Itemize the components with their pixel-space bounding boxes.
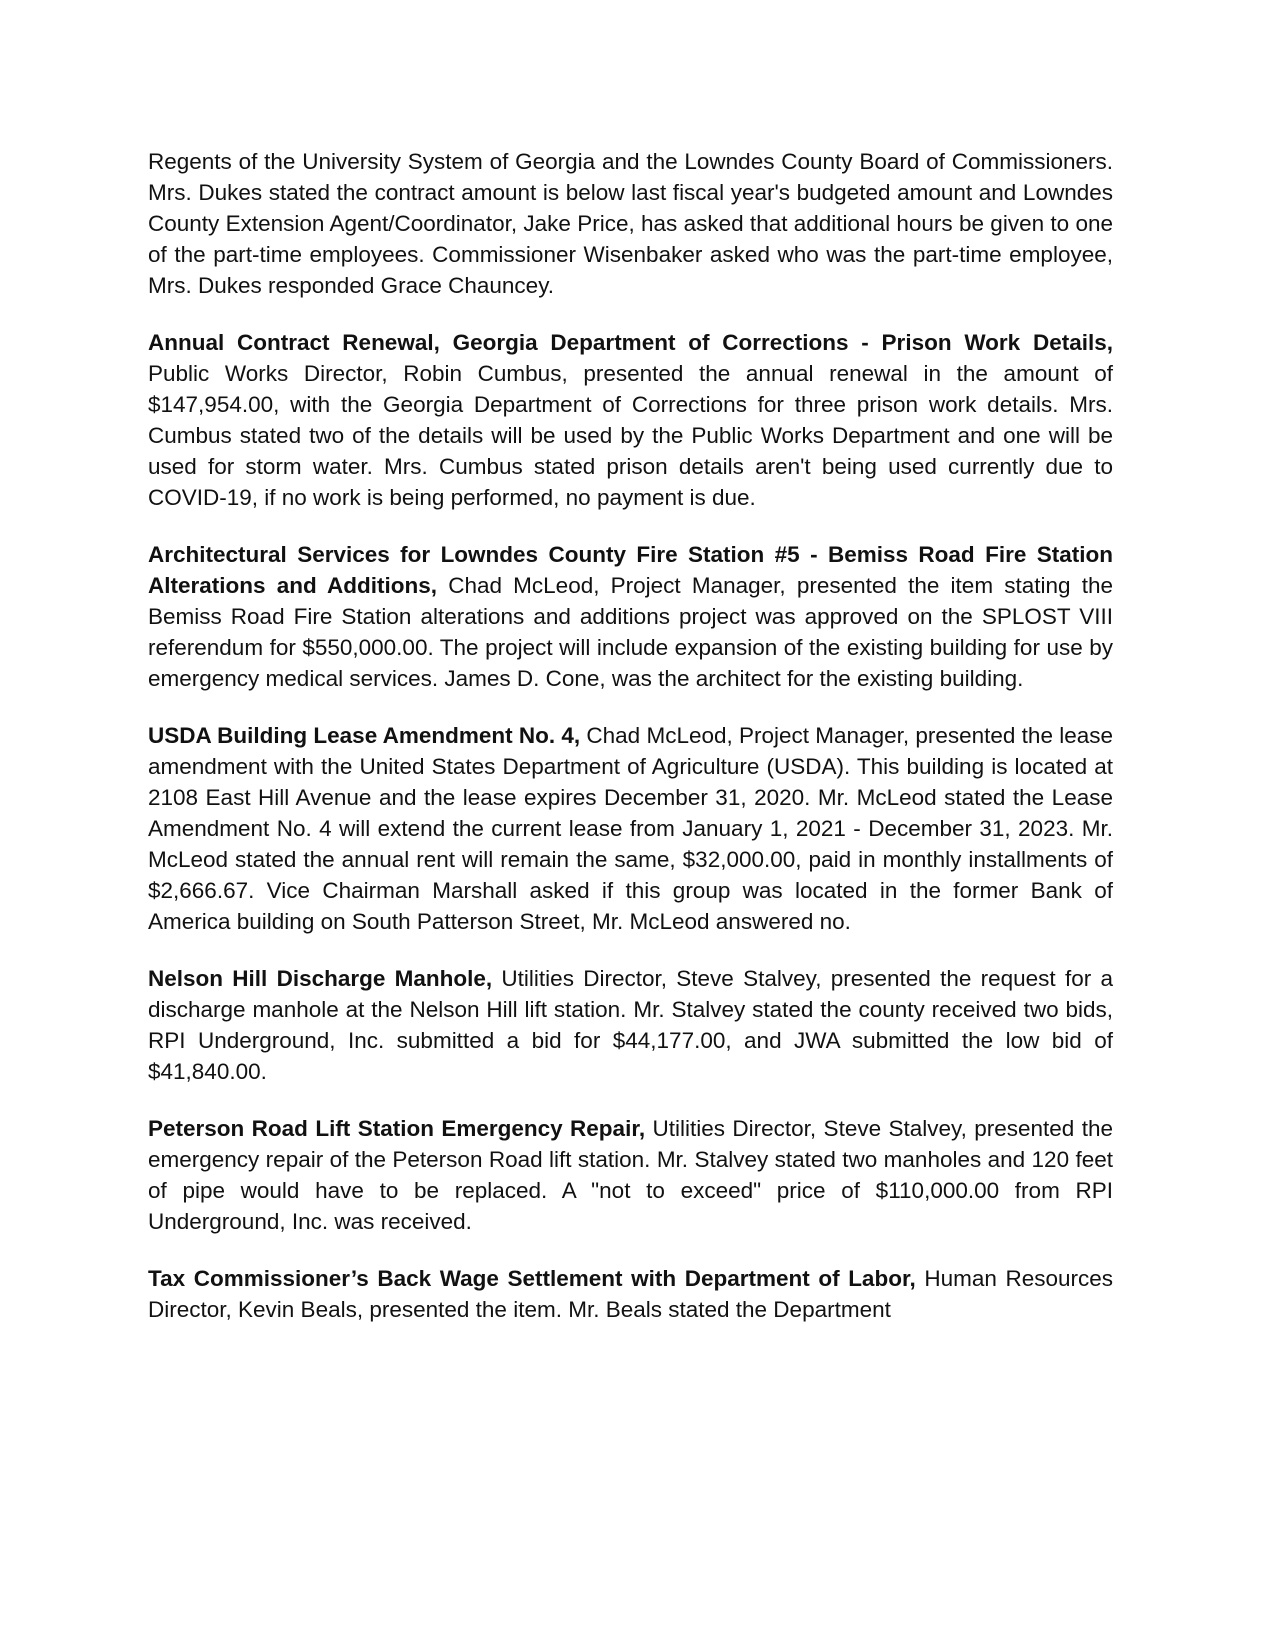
paragraph-text: Regents of the University System of Georgia and the Lowndes County Board of Commissioners. Mrs. Dukes stated the contract amount is below last fiscal year's budgeted amount and Lowndes County Extension Agent/Coordinator, Jake Price, has asked that additional hours be given to one of the part-time employees. Commissioner Wisenbaker asked who was the part-time employee, Mrs. Dukes responded Grace Chauncey.: [148, 149, 1113, 298]
paragraph-heading: Annual Contract Renewal, Georgia Department of Corrections - Prison Work Details,: [148, 330, 1113, 355]
paragraph-heading: Tax Commissioner’s Back Wage Settlement with Department of Labor,: [148, 1266, 916, 1291]
paragraph-text: Public Works Director, Robin Cumbus, presented the annual renewal in the amount of $147,954.00, with the Georgia Department of Corrections for three prison work details. Mrs. Cumbus stated two of the details will be used by the Public Works Department and one will be used for storm water. Mrs. Cumbus stated prison details aren't being used currently due to COVID-19, if no work is being performed, no payment is due.: [148, 361, 1113, 510]
paragraph-board-of-regents-contract: [148, 146, 1113, 301]
paragraph-back-wage-settlement: [148, 1263, 1113, 1325]
paragraph-heading: Nelson Hill Discharge Manhole,: [148, 966, 493, 991]
paragraph-peterson-road-repair: [148, 1113, 1113, 1237]
paragraph-fire-station-5: [148, 539, 1113, 694]
paragraph-text: Chad McLeod, Project Manager, presented the item stating the Bemiss Road Fire Station alterations and additions project was approved on the SPLOST VIII referendum for $550,000.00. The project will include expansion of the existing building for use by emergency medical services. James D. Cone, was the architect for the existing building.: [148, 573, 1113, 691]
paragraph-heading: USDA Building Lease Amendment No. 4,: [148, 723, 581, 748]
document-body: [148, 146, 1113, 1325]
paragraph-usda-lease: [148, 720, 1113, 937]
paragraph-text: Chad McLeod, Project Manager, presented the lease amendment with the United States Department of Agriculture (USDA). This building is located at 2108 East Hill Avenue and the lease expires December 31, 2020. Mr. McLeod stated the Lease Amendment No. 4 will extend the current lease from January 1, 2021 - December 31, 2023. Mr. McLeod stated the annual rent will remain the same, $32,000.00, paid in monthly installments of $2,666.67. Vice Chairman Marshall asked if this group was located in the former Bank of America building on South Patterson Street, Mr. McLeod answered no.: [148, 723, 1114, 934]
paragraph-nelson-hill-manhole: [148, 963, 1113, 1087]
paragraph-text: Utilities Director, Steve Stalvey, presented the request for a discharge manhole at the Nelson Hill lift station. Mr. Stalvey stated the county received two bids, RPI Underground, Inc. submitted a bid for $44,177.00, and JWA submitted the low bid of $41,840.00.: [148, 966, 1113, 1084]
paragraph-heading: Architectural Services for Lowndes County Fire Station #5 - Bemiss Road Fire Station Alterations and Additions,: [148, 542, 1113, 598]
paragraph-text: Utilities Director, Steve Stalvey, presented the emergency repair of the Peterson Road lift station. Mr. Stalvey stated two manholes and 120 feet of pipe would have to be replaced. A "not to exceed" price of $110,000.00 from RPI Underground, Inc. was received.: [148, 1116, 1113, 1234]
paragraph-prison-work-details: [148, 327, 1113, 513]
paragraph-heading: Peterson Road Lift Station Emergency Repair,: [148, 1116, 646, 1141]
paragraph-text: Human Resources Director, Kevin Beals, presented the item. Mr. Beals stated the Department: [148, 1266, 1113, 1322]
